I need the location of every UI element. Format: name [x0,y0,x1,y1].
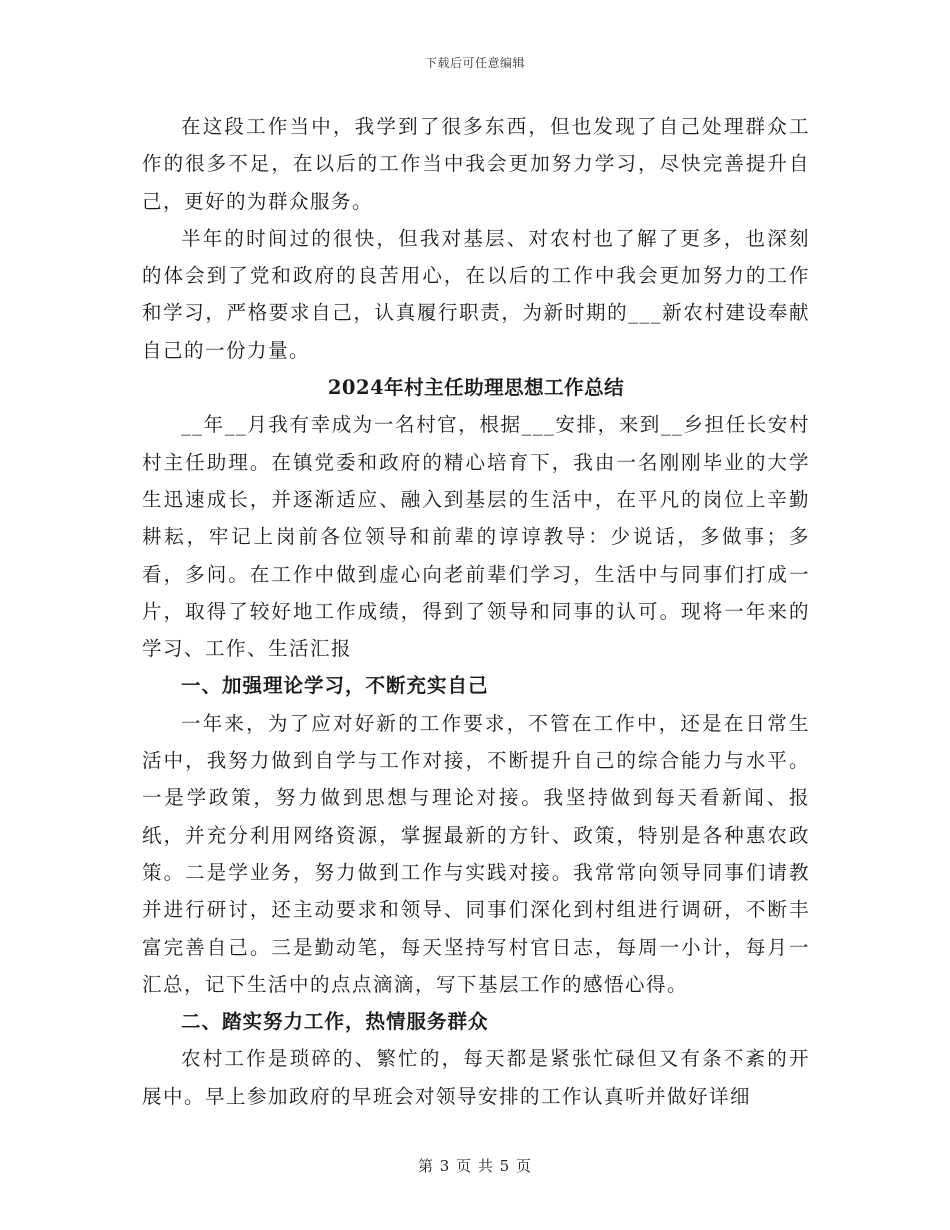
section-heading-theory-study: 一、加强理论学习，不断充实自己 [181,674,489,698]
paragraph-theory-study: 一年来，为了应对好新的工作要求，不管在工作中，还是在日常生活中，我努力做到自学与工作对接，不断提升自己的综合能力与水平。一是学政策，努力做到思想与理论对接。我坚持做到每天看新闻、报纸，并充分利用网络资源，掌握最新的方针、政策，特别是各种惠农政策。二是学业务，努力做到工作与实践对接。我常常向领导同事们请教并进行研讨，还主动要求和领导、同事们深化到村组进行调研，不断丰富完善自己。三是勤动笔，每天坚持写村官日志，每周一小计，每月一汇总，记下生活中的点点滴滴，写下基层工作的感悟心得。 [142,711,810,996]
page-number: 第 3 页 共 5 页 [418,1157,532,1175]
section-heading-serve-masses: 二、踏实努力工作，热情服务群众 [181,1010,489,1034]
paragraph-serve-masses: 农村工作是琐碎的、繁忙的，每天都是紧张忙碌但又有条不紊的开展中。早上参加政府的早班会对领导安排的工作认真听并做好详细 [142,1047,810,1108]
page-header-note: 下载后可任意编辑 [424,56,525,70]
paragraph-intro: __年__月我有幸成为一名村官，根据___安排，来到__乡担任长安村村主任助理。在镇党委和政府的精心培育下，我由一名刚刚毕业的大学生迅速成长，并逐渐适应、融入到基层的生活中，在平凡的岗位上辛勤耕耘，牢记上岗前各位领导和前辈的谆谆教导：少说话，多做事；多看，多问。在工作中做到虚心向老前辈们学习，生活中与同事们打成一片，取得了较好地工作成绩，得到了领导和同事的认可。现将一年来的学习、工作、生活汇报 [142,413,810,661]
paragraph-half-year: 半年的时间过的很快，但我对基层、对农村也了解了更多，也深刻的体会到了党和政府的良苦用心，在以后的工作中我会更加努力的工作和学习，严格要求自己，认真履行职责，为新时期的___新农村建设奉献自己的一份力量。 [142,226,810,362]
document-title: 2024年村主任助理思想工作总结 [327,376,625,400]
paragraph-reflection: 在这段工作当中，我学到了很多东西，但也发现了自己处理群众工作的很多不足，在以后的工作当中我会更加努力学习，尽快完善提升自己，更好的为群众服务。 [142,115,810,213]
document-body [142,108,810,1115]
